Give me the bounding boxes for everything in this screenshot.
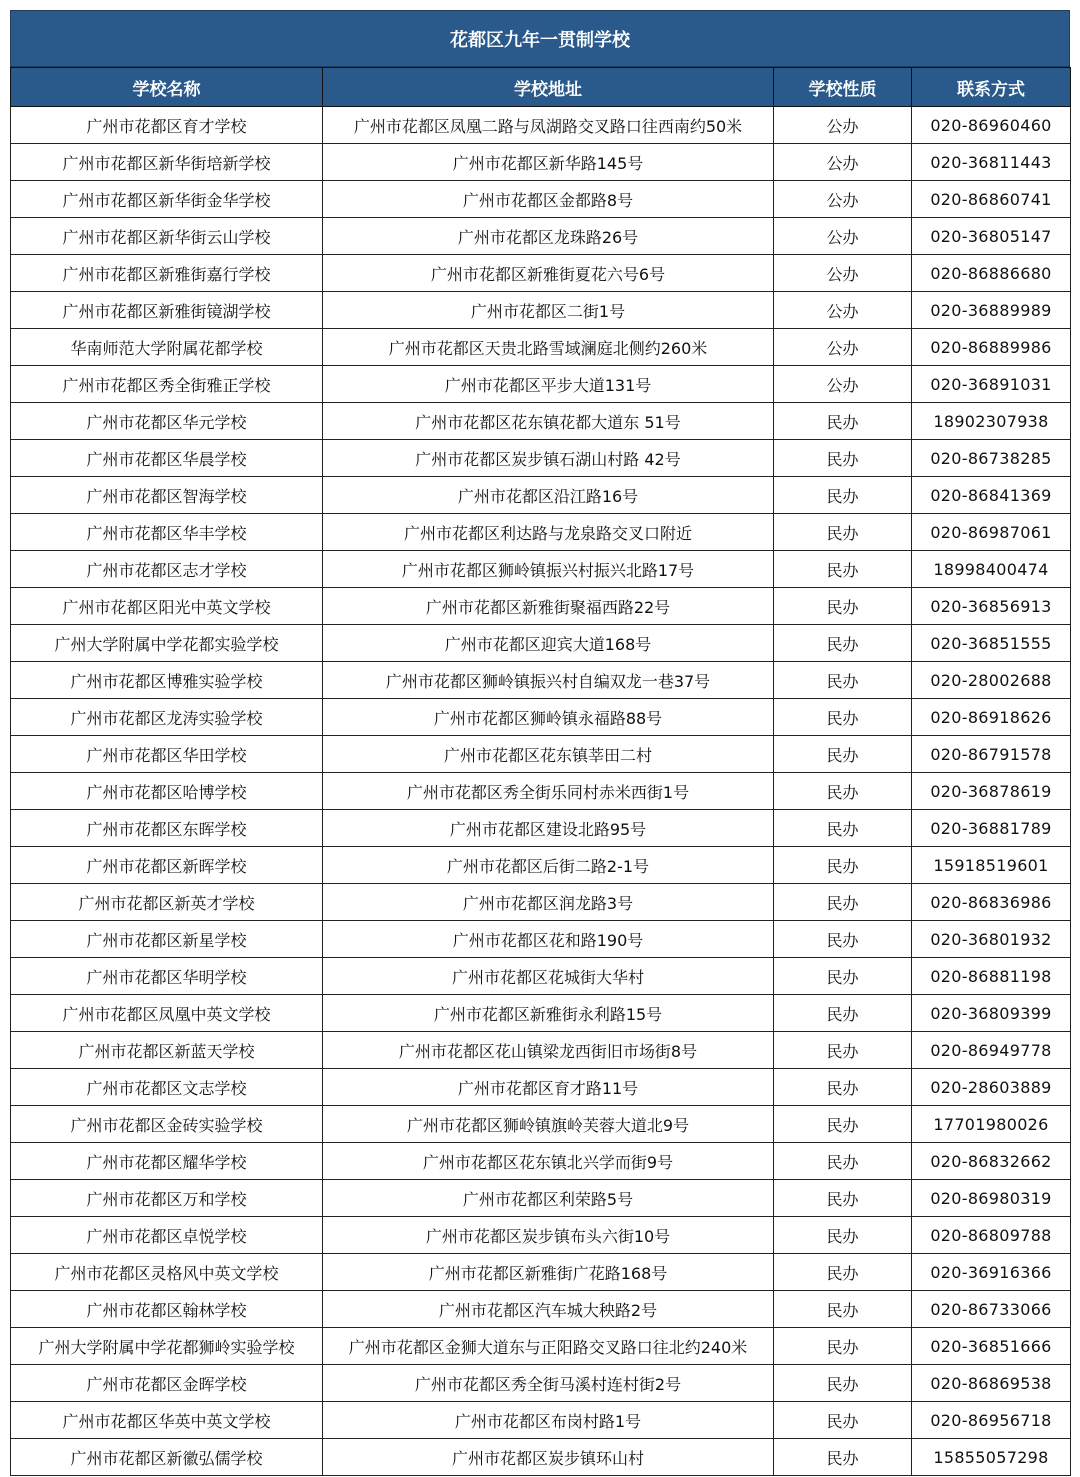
school-type-cell: 民办 [774, 588, 912, 625]
table-row [11, 514, 1071, 551]
school-type-cell: 公办 [774, 144, 912, 181]
table-row [11, 773, 1071, 810]
contact-cell: 020-36878619 [912, 773, 1071, 810]
school-name-cell: 广州市花都区华明学校 [11, 958, 323, 995]
table-row [11, 736, 1071, 773]
school-address-cell: 广州市花都区花东镇莘田二村 [323, 736, 774, 773]
school-address-cell: 广州市花都区后街二路2-1号 [323, 847, 774, 884]
contact-cell: 020-28603889 [912, 1069, 1071, 1106]
contact-cell: 020-86918626 [912, 699, 1071, 736]
school-address-cell: 广州市花都区狮岭镇旗岭芙蓉大道北9号 [323, 1106, 774, 1143]
header-contact: 联系方式 [912, 68, 1071, 107]
school-name-cell: 华南师范大学附属花都学校 [11, 329, 323, 366]
school-address-cell: 广州市花都区秀全街乐同村赤米西街1号 [323, 773, 774, 810]
table-row [11, 1217, 1071, 1254]
school-address-cell: 广州市花都区新雅街永利路15号 [323, 995, 774, 1032]
school-address-cell: 广州市花都区新华路145号 [323, 144, 774, 181]
school-type-cell: 民办 [774, 440, 912, 477]
school-type-cell: 民办 [774, 958, 912, 995]
contact-cell: 020-86860741 [912, 181, 1071, 218]
school-type-cell: 公办 [774, 181, 912, 218]
school-type-cell: 民办 [774, 773, 912, 810]
school-address-cell: 广州市花都区天贵北路雪域澜庭北侧约260米 [323, 329, 774, 366]
table-row [11, 551, 1071, 588]
contact-cell: 020-86960460 [912, 107, 1071, 144]
school-name-cell: 广州市花都区育才学校 [11, 107, 323, 144]
school-name-cell: 广州市花都区新华街培新学校 [11, 144, 323, 181]
school-name-cell: 广州市花都区哈博学校 [11, 773, 323, 810]
contact-cell: 020-28002688 [912, 662, 1071, 699]
school-address-cell: 广州市花都区炭步镇石湖山村路 42号 [323, 440, 774, 477]
school-type-cell: 公办 [774, 366, 912, 403]
school-type-cell: 民办 [774, 1254, 912, 1291]
school-address-cell: 广州市花都区花城街大华村 [323, 958, 774, 995]
contact-cell: 18998400474 [912, 551, 1071, 588]
table-row [11, 329, 1071, 366]
school-address-cell: 广州市花都区利荣路5号 [323, 1180, 774, 1217]
school-address-cell: 广州市花都区狮岭镇振兴村自编双龙一巷37号 [323, 662, 774, 699]
school-address-cell: 广州市花都区沿江路16号 [323, 477, 774, 514]
school-type-cell: 民办 [774, 995, 912, 1032]
table-row [11, 255, 1071, 292]
school-address-cell: 广州市花都区花和路190号 [323, 921, 774, 958]
table-row [11, 218, 1071, 255]
header-school-address: 学校地址 [323, 68, 774, 107]
table-row [11, 810, 1071, 847]
contact-cell: 020-86832662 [912, 1143, 1071, 1180]
school-type-cell: 民办 [774, 921, 912, 958]
school-name-cell: 广州市花都区卓悦学校 [11, 1217, 323, 1254]
school-name-cell: 广州市花都区新蓝天学校 [11, 1032, 323, 1069]
table-body [11, 107, 1071, 1476]
school-type-cell: 民办 [774, 625, 912, 662]
school-name-cell: 广州市花都区华元学校 [11, 403, 323, 440]
table-row [11, 1291, 1071, 1328]
school-name-cell: 广州市花都区耀华学校 [11, 1143, 323, 1180]
school-type-cell: 民办 [774, 736, 912, 773]
table-row [11, 477, 1071, 514]
table-row [11, 588, 1071, 625]
table-row [11, 107, 1071, 144]
school-name-cell: 广州市花都区华丰学校 [11, 514, 323, 551]
contact-cell: 020-86738285 [912, 440, 1071, 477]
school-type-cell: 民办 [774, 1328, 912, 1365]
table-row [11, 403, 1071, 440]
school-address-cell: 广州市花都区秀全街马溪村连村街2号 [323, 1365, 774, 1402]
contact-cell: 18902307938 [912, 403, 1071, 440]
school-type-cell: 民办 [774, 1365, 912, 1402]
school-name-cell: 广州市花都区金砖实验学校 [11, 1106, 323, 1143]
table-row [11, 1365, 1071, 1402]
table-row [11, 884, 1071, 921]
table-row [11, 1180, 1071, 1217]
school-type-cell: 民办 [774, 699, 912, 736]
school-name-cell: 广州市花都区新雅街镜湖学校 [11, 292, 323, 329]
table-row [11, 1439, 1071, 1476]
contact-cell: 020-86956718 [912, 1402, 1071, 1439]
school-name-cell: 广州市花都区万和学校 [11, 1180, 323, 1217]
contact-cell: 020-86980319 [912, 1180, 1071, 1217]
school-type-cell: 民办 [774, 1032, 912, 1069]
school-name-cell: 广州市花都区新雅街嘉行学校 [11, 255, 323, 292]
contact-cell: 020-86869538 [912, 1365, 1071, 1402]
school-address-cell: 广州市花都区炭步镇环山村 [323, 1439, 774, 1476]
contact-cell: 020-36889989 [912, 292, 1071, 329]
school-type-cell: 公办 [774, 218, 912, 255]
contact-cell: 020-36916366 [912, 1254, 1071, 1291]
school-address-cell: 广州市花都区炭步镇布头六街10号 [323, 1217, 774, 1254]
school-type-cell: 民办 [774, 403, 912, 440]
table-row [11, 625, 1071, 662]
table-row [11, 440, 1071, 477]
school-type-cell: 民办 [774, 1439, 912, 1476]
header-school-name: 学校名称 [11, 68, 323, 107]
school-name-cell: 广州市花都区新晖学校 [11, 847, 323, 884]
table-row [11, 1328, 1071, 1365]
school-type-cell: 民办 [774, 477, 912, 514]
table-title: 花都区九年一贯制学校 [10, 10, 1070, 67]
table-row [11, 144, 1071, 181]
contact-cell: 020-36851555 [912, 625, 1071, 662]
school-table-sheet [10, 10, 1070, 1476]
school-type-cell: 民办 [774, 551, 912, 588]
table-row [11, 1254, 1071, 1291]
contact-cell: 020-36881789 [912, 810, 1071, 847]
school-type-cell: 民办 [774, 1291, 912, 1328]
header-school-type: 学校性质 [774, 68, 912, 107]
school-address-cell: 广州市花都区狮岭镇振兴村振兴北路17号 [323, 551, 774, 588]
school-address-cell: 广州市花都区布岗村路1号 [323, 1402, 774, 1439]
school-type-cell: 民办 [774, 1402, 912, 1439]
contact-cell: 020-86889986 [912, 329, 1071, 366]
contact-cell: 020-86809788 [912, 1217, 1071, 1254]
contact-cell: 15855057298 [912, 1439, 1071, 1476]
table-row [11, 921, 1071, 958]
contact-cell: 020-36805147 [912, 218, 1071, 255]
school-address-cell: 广州市花都区润龙路3号 [323, 884, 774, 921]
school-address-cell: 广州市花都区迎宾大道168号 [323, 625, 774, 662]
school-address-cell: 广州市花都区汽车城大秧路2号 [323, 1291, 774, 1328]
school-address-cell: 广州市花都区平步大道131号 [323, 366, 774, 403]
school-name-cell: 广州市花都区华田学校 [11, 736, 323, 773]
school-type-cell: 民办 [774, 1143, 912, 1180]
school-type-cell: 民办 [774, 1106, 912, 1143]
school-name-cell: 广州市花都区金晖学校 [11, 1365, 323, 1402]
school-address-cell: 广州市花都区育才路11号 [323, 1069, 774, 1106]
school-address-cell: 广州市花都区龙珠路26号 [323, 218, 774, 255]
school-type-cell: 民办 [774, 884, 912, 921]
table-row [11, 366, 1071, 403]
contact-cell: 020-86949778 [912, 1032, 1071, 1069]
school-name-cell: 广州市花都区华晨学校 [11, 440, 323, 477]
school-address-cell: 广州市花都区二街1号 [323, 292, 774, 329]
school-name-cell: 广州市花都区东晖学校 [11, 810, 323, 847]
school-address-cell: 广州市花都区花东镇北兴学而街9号 [323, 1143, 774, 1180]
table-row [11, 1402, 1071, 1439]
school-name-cell: 广州市花都区华英中英文学校 [11, 1402, 323, 1439]
school-address-cell: 广州市花都区金狮大道东与正阳路交叉路口往北约240米 [323, 1328, 774, 1365]
contact-cell: 020-36851666 [912, 1328, 1071, 1365]
table-row [11, 958, 1071, 995]
school-name-cell: 广州大学附属中学花都实验学校 [11, 625, 323, 662]
school-name-cell: 广州市花都区凤凰中英文学校 [11, 995, 323, 1032]
school-name-cell: 广州市花都区翰林学校 [11, 1291, 323, 1328]
school-name-cell: 广州市花都区灵格风中英文学校 [11, 1254, 323, 1291]
school-name-cell: 广州市花都区秀全街雅正学校 [11, 366, 323, 403]
school-name-cell: 广州大学附属中学花都狮岭实验学校 [11, 1328, 323, 1365]
table-row [11, 662, 1071, 699]
school-type-cell: 民办 [774, 662, 912, 699]
contact-cell: 020-86791578 [912, 736, 1071, 773]
school-name-cell: 广州市花都区新华街云山学校 [11, 218, 323, 255]
contact-cell: 020-36891031 [912, 366, 1071, 403]
school-address-cell: 广州市花都区新雅街广花路168号 [323, 1254, 774, 1291]
school-address-cell: 广州市花都区建设北路95号 [323, 810, 774, 847]
contact-cell: 020-36809399 [912, 995, 1071, 1032]
table-row [11, 995, 1071, 1032]
school-name-cell: 广州市花都区阳光中英文学校 [11, 588, 323, 625]
contact-cell: 020-86886680 [912, 255, 1071, 292]
contact-cell: 020-86881198 [912, 958, 1071, 995]
school-name-cell: 广州市花都区龙涛实验学校 [11, 699, 323, 736]
school-address-cell: 广州市花都区金都路8号 [323, 181, 774, 218]
school-name-cell: 广州市花都区新星学校 [11, 921, 323, 958]
table-row [11, 181, 1071, 218]
school-type-cell: 民办 [774, 847, 912, 884]
header-row [11, 68, 1071, 107]
contact-cell: 020-86841369 [912, 477, 1071, 514]
table-row [11, 1143, 1071, 1180]
school-name-cell: 广州市花都区文志学校 [11, 1069, 323, 1106]
school-address-cell: 广州市花都区凤凰二路与凤湖路交叉路口往西南约50米 [323, 107, 774, 144]
school-type-cell: 民办 [774, 1217, 912, 1254]
table-row [11, 699, 1071, 736]
school-type-cell: 公办 [774, 255, 912, 292]
school-name-cell: 广州市花都区新英才学校 [11, 884, 323, 921]
school-address-cell: 广州市花都区花山镇梁龙西街旧市场街8号 [323, 1032, 774, 1069]
school-address-cell: 广州市花都区利达路与龙泉路交叉口附近 [323, 514, 774, 551]
school-type-cell: 公办 [774, 107, 912, 144]
school-name-cell: 广州市花都区志才学校 [11, 551, 323, 588]
school-address-cell: 广州市花都区狮岭镇永福路88号 [323, 699, 774, 736]
school-table [10, 67, 1071, 1476]
table-row [11, 1069, 1071, 1106]
school-type-cell: 民办 [774, 514, 912, 551]
table-row [11, 1106, 1071, 1143]
table-row [11, 847, 1071, 884]
school-name-cell: 广州市花都区博雅实验学校 [11, 662, 323, 699]
contact-cell: 020-86987061 [912, 514, 1071, 551]
table-row [11, 1032, 1071, 1069]
school-address-cell: 广州市花都区花东镇花都大道东 51号 [323, 403, 774, 440]
school-name-cell: 广州市花都区智海学校 [11, 477, 323, 514]
school-type-cell: 公办 [774, 329, 912, 366]
school-type-cell: 公办 [774, 292, 912, 329]
school-name-cell: 广州市花都区新徽弘儒学校 [11, 1439, 323, 1476]
table-row [11, 292, 1071, 329]
school-address-cell: 广州市花都区新雅街聚福西路22号 [323, 588, 774, 625]
contact-cell: 020-86836986 [912, 884, 1071, 921]
school-type-cell: 民办 [774, 1069, 912, 1106]
contact-cell: 020-36811443 [912, 144, 1071, 181]
contact-cell: 020-86733066 [912, 1291, 1071, 1328]
school-name-cell: 广州市花都区新华街金华学校 [11, 181, 323, 218]
school-type-cell: 民办 [774, 810, 912, 847]
contact-cell: 15918519601 [912, 847, 1071, 884]
contact-cell: 17701980026 [912, 1106, 1071, 1143]
contact-cell: 020-36856913 [912, 588, 1071, 625]
school-address-cell: 广州市花都区新雅街夏花六号6号 [323, 255, 774, 292]
contact-cell: 020-36801932 [912, 921, 1071, 958]
school-type-cell: 民办 [774, 1180, 912, 1217]
